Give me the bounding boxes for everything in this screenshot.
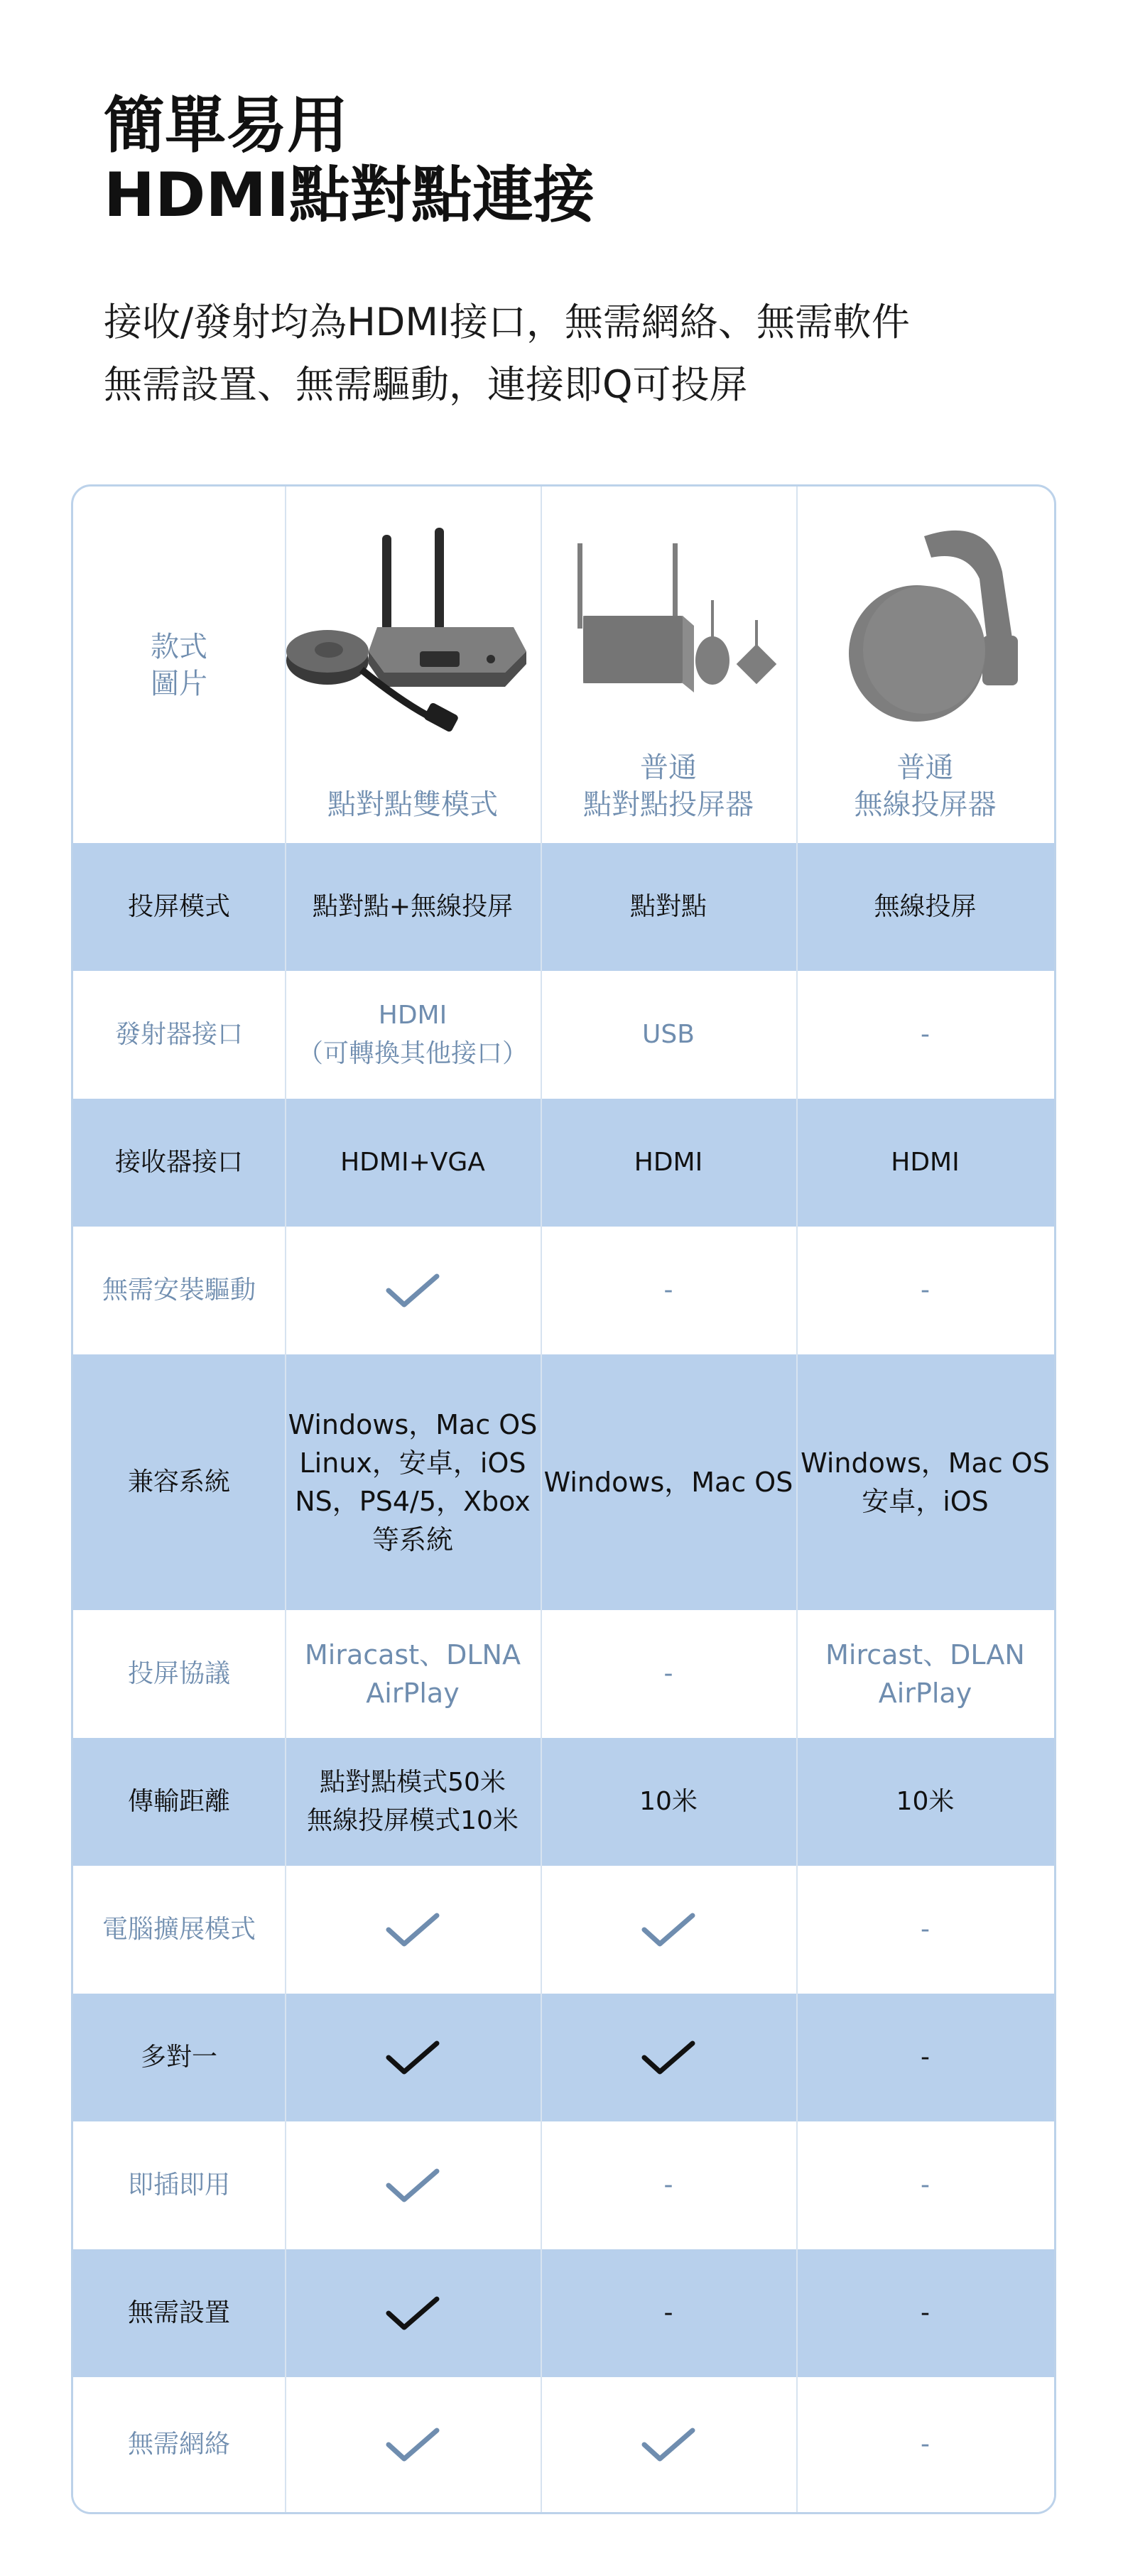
row-label: 無需設置 [127,2298,230,2327]
header-col1-label: 點對點雙模式 [327,788,498,821]
page-title [104,91,595,230]
header-col3-label: 普通 無線投屏器 [854,751,997,821]
row-label: 電腦擴展模式 [102,1915,256,1944]
cell-point-to-point: 10米 [639,1787,698,1816]
row-label: 無需網絡 [127,2430,230,2459]
subtitle-line-1: 接收/發射均為HDMI接口，無需網絡、無需軟件 [104,300,910,344]
cell-wireless: - [921,1915,930,1944]
row-label: 即插即用 [127,2170,230,2200]
cell-point-to-point: - [663,2298,673,2327]
row-label: 傳輸距離 [127,1787,230,1816]
cell-dual-mode: HDMI+VGA [340,1148,485,1177]
cell-dual-mode: 點對點模式50米 無線投屏模式10米 [307,1768,519,1835]
column-divider [796,487,798,2512]
cell-wireless: - [921,2430,930,2459]
cell-point-to-point: - [663,1276,673,1305]
column-divider [285,487,286,2512]
cell-wireless: - [921,2170,930,2200]
table-row [73,971,1054,1099]
product-image-wireless [796,487,1054,785]
cell-wireless: Mircast、DLAN AirPlay [825,1639,1025,1709]
table-row [73,843,1054,971]
row-label: 無需安裝驅動 [102,1276,256,1305]
cell-point-to-point: 點對點 [629,892,707,921]
cell-dual-mode: 點對點+無線投屏 [312,892,514,921]
checkmark-icon [541,2377,796,2512]
cell-wireless: 無線投屏 [874,892,977,921]
cell-wireless: HDMI [891,1148,960,1177]
cell-wireless: 10米 [896,1787,955,1816]
row-label: 多對一 [140,2043,217,2072]
checkmark-icon [285,2377,541,2512]
subtitle-line-2: 無需設置、無需驅動，連接即Q可投屏 [104,362,748,407]
title-line-1: 簡單易用 [104,90,348,161]
cell-dual-mode: Miracast、DLNA AirPlay [305,1639,521,1709]
cell-wireless: - [921,1276,930,1305]
row-label: 發射器接口 [114,1020,243,1049]
checkmark-icon [285,1994,541,2121]
checkmark-icon [285,2249,541,2377]
table-row [73,1994,1054,2121]
checkmark-icon [285,1227,541,1354]
table-row [73,2121,1054,2249]
column-divider [541,487,542,2512]
cell-point-to-point: - [663,2170,673,2200]
checkmark-icon [285,1866,541,1994]
cell-dual-mode: HDMI （可轉換其他接口） [297,1001,528,1068]
cell-wireless: - [921,2043,930,2072]
row-label: 投屏協議 [127,1659,230,1688]
page-subtitle [104,291,910,416]
table-row [73,1227,1054,1354]
product-image-point-to-point [541,487,796,785]
checkmark-icon [541,1994,796,2121]
product-image-dual-mode [285,487,541,785]
header-col2-label: 普通 點對點投屏器 [583,751,754,821]
table-row [73,2249,1054,2377]
cell-point-to-point: USB [642,1020,695,1049]
table-row [73,1738,1054,1866]
checkmark-icon [285,2121,541,2249]
comparison-table [71,484,1056,2514]
checkmark-icon [541,1866,796,1994]
cell-wireless: - [921,2298,930,2327]
row-label: 接收器接口 [114,1148,243,1177]
header-label: 款式 圖片 [151,631,207,700]
table-row [73,1354,1054,1610]
title-line-2: HDMI點對點連接 [104,160,595,231]
row-label: 投屏模式 [127,892,230,921]
cell-point-to-point: HDMI [634,1148,703,1177]
table-row [73,1866,1054,1994]
table-row [73,1099,1054,1227]
row-label: 兼容系統 [127,1467,230,1496]
cell-dual-mode: Windows，Mac OS Linux，安卓，iOS NS，PS4/5，Xbox 等系統 [288,1409,538,1555]
cell-wireless: Windows，Mac OS 安卓，iOS [801,1447,1050,1517]
cell-wireless: - [921,1020,930,1049]
table-row [73,1610,1054,1738]
cell-point-to-point: Windows，Mac OS [543,1467,793,1498]
table-row [73,2377,1054,2512]
cell-point-to-point: - [663,1659,673,1688]
